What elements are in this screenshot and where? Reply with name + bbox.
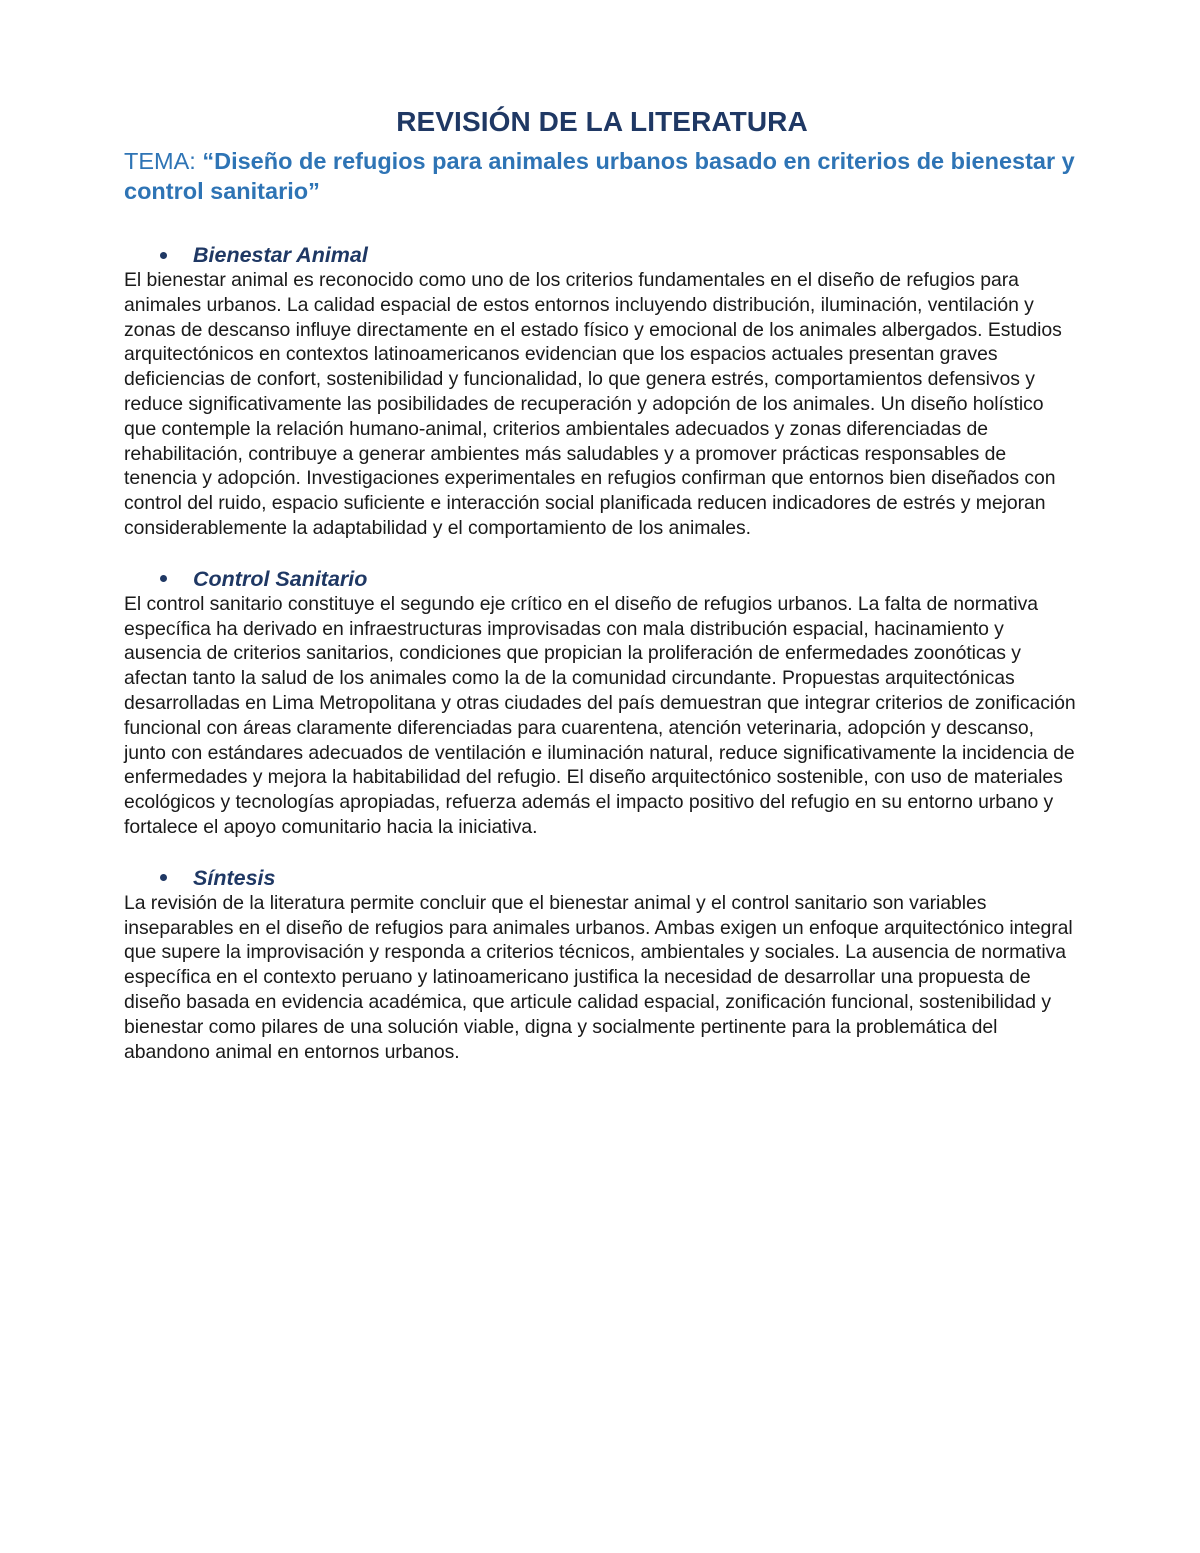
document-subtitle <box>124 146 1080 206</box>
section-heading <box>124 242 1080 268</box>
document-title: REVISIÓN DE LA LITERATURA <box>396 106 808 137</box>
subtitle-text: “Diseño de refugios para animales urbanos basado en criterios de bienestar y control sanitario” <box>124 148 1075 204</box>
section-heading <box>124 865 1080 891</box>
section-bienestar-animal <box>124 242 1080 541</box>
bullet-icon <box>160 252 167 259</box>
section-heading-text: Bienestar Animal <box>193 243 368 267</box>
section-heading-text: Síntesis <box>193 865 276 890</box>
section-heading <box>124 566 1080 592</box>
section-sintesis <box>124 865 1080 1065</box>
subtitle-prefix: TEMA: <box>124 148 203 174</box>
section-body: La revisión de la literatura permite concluir que el bienestar animal y el control sanitario son variables inseparables en el diseño de refugios para animales urbanos. Ambas exigen un enfoque arquitectónico integral que supere la improvisación y responda a criterios técnicos, ambientales y sociales. La ausencia de normativa específica en el contexto peruano y latinoamericano justifica la necesidad de desarrollar una propuesta de diseño basada en evidencia académica, que articule calidad espacial, zonificación funcional, sostenibilidad y bienestar como pilares de una solución viable, digna y socialmente pertinente para la problemática del abandono animal en entornos urbanos. <box>124 891 1073 1063</box>
section-body: El bienestar animal es reconocido como uno de los criterios fundamentales en el diseño de refugios para animales urbanos. La calidad espacial de estos entornos incluyendo distribución, iluminación, ventilación y zonas de descanso influye directamente en el estado físico y emocional de los animales albergados. Estudios arquitectónicos en contextos latinoamericanos evidencian que los espacios actuales presentan graves deficiencias de confort, sostenibilidad y funcionalidad, lo que genera estrés, comportamientos defensivos y reduce significativamente las posibilidades de recuperación y adopción de los animales. Un diseño holístico que contemple la relación humano-animal, criterios ambientales adecuados y zonas diferenciadas de rehabilitación, contribuye a generar ambientes más saludables y a promover prácticas responsables de tenencia y adopción. Investigaciones experimentales en refugios confirman que entornos bien diseñados con control del ruido, espacio suficiente e interacción social planificada reducen indicadores de estrés y mejoran considerablemente la adaptabilidad y el comportamiento de los animales. <box>124 269 1062 539</box>
section-heading-text: Control Sanitario <box>193 566 368 591</box>
section-control-sanitario <box>124 566 1080 840</box>
section-body: El control sanitario constituye el segundo eje crítico en el diseño de refugios urbanos. La falta de normativa específica ha derivado en infraestructuras improvisadas con mala distribución espacial, hacinamiento y ausencia de criterios sanitarios, condiciones que propician la proliferación de enfermedades zoonóticas y afectan tanto la salud de los animales como la de la comunidad circundante. Propuestas arquitectónicas desarrolladas en Lima Metropolitana y otras ciudades del país demuestran que integrar criterios de zonificación funcional con áreas claramente diferenciadas para cuarentena, atención veterinaria, adopción y descanso, junto con estándares adecuados de ventilación e iluminación natural, reduce significativamente la incidencia de enfermedades y mejora la habitabilidad del refugio. El diseño arquitectónico sostenible, con uso de materiales ecológicos y tecnologías apropiadas, refuerza además el impacto positivo del refugio en su entorno urbano y fortalece el apoyo comunitario hacia la iniciativa. <box>124 592 1076 838</box>
bullet-icon <box>160 874 167 881</box>
bullet-icon <box>160 575 167 582</box>
